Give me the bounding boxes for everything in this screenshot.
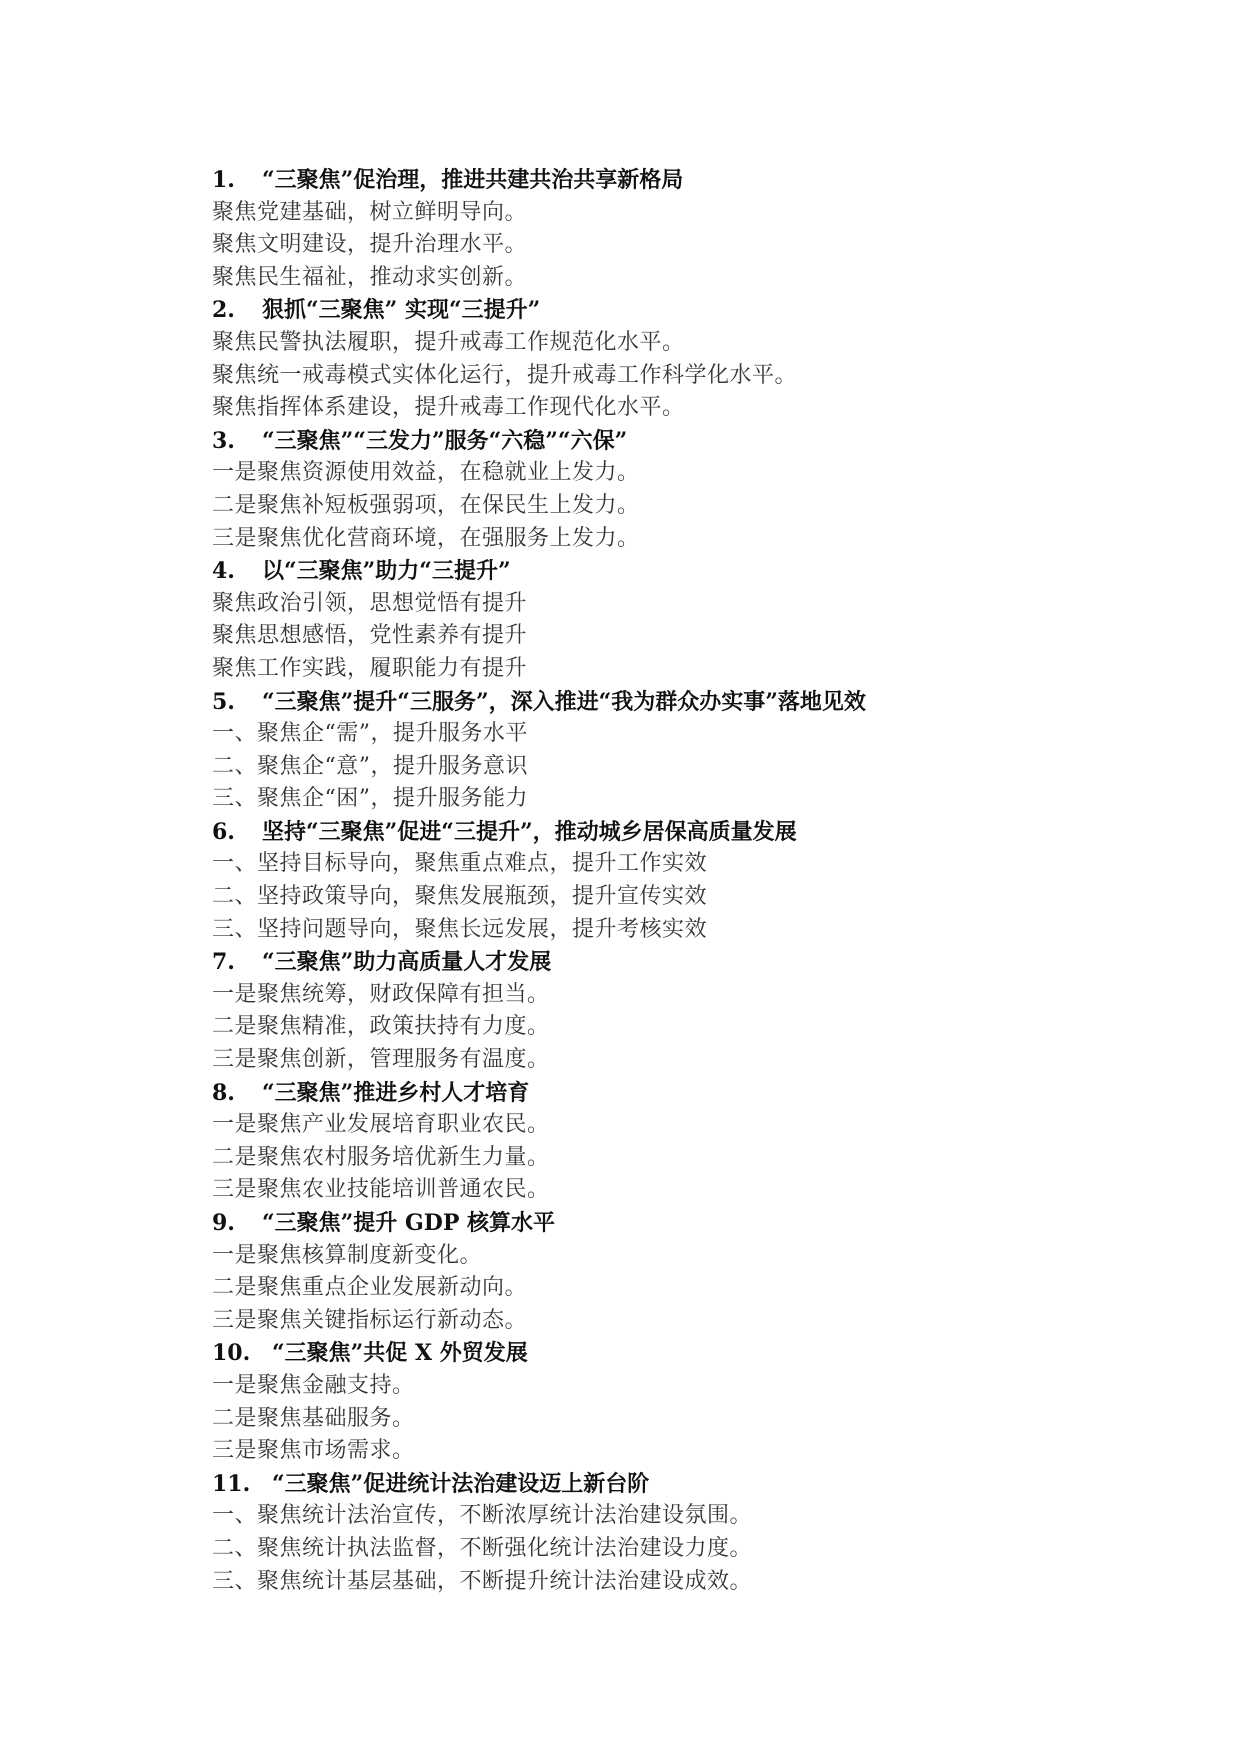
section-item: 聚焦工作实践，履职能力有提升 [212,655,528,681]
section-heading [212,946,1092,979]
section-item: 聚焦文明建设，提升治理水平。 [212,232,528,258]
section-number: 5. [212,688,235,715]
section-heading [212,294,1092,327]
section-item: 二是聚焦基础服务。 [212,1405,415,1431]
section-item: 一、聚焦统计法治宣传，不断浓厚统计法治建设氛围。 [212,1503,753,1529]
section-item: 二、坚持政策导向，聚焦发展瓶颈，提升宣传实效 [212,884,708,910]
section-item: 一是聚焦核算制度新变化。 [212,1242,483,1268]
section-heading [212,1337,1092,1370]
section-item: 一、坚持目标导向，聚焦重点难点，提升工作实效 [212,851,708,877]
section-item: 二是聚焦重点企业发展新动向。 [212,1275,528,1301]
section-title: 坚持“三聚焦”促进“三提升”，推动城乡居保高质量发展 [262,818,797,845]
section-number: 9. [212,1210,235,1236]
section-number: 6. [212,818,235,845]
section-number: 1. [212,167,235,193]
section-heading [212,164,1092,197]
section-heading [212,1077,1092,1110]
section-item: 一是聚焦产业发展培育职业农民。 [212,1112,550,1138]
section-heading [212,425,1092,458]
section-item: 三、聚焦企“困”，提升服务能力 [212,786,528,812]
section-title: “三聚焦”促治理，推进共建共治共享新格局 [262,167,684,193]
section-item: 二是聚焦补短板强弱项，在保民生上发力。 [212,492,640,518]
section-item: 三是聚焦创新，管理服务有温度。 [212,1047,550,1073]
section-item: 三是聚焦农业技能培训普通农民。 [212,1177,550,1203]
section-item: 一是聚焦资源使用效益，在稳就业上发力。 [212,460,640,486]
section-number: 8. [212,1079,235,1106]
section-item: 三、坚持问题导向，聚焦长远发展，提升考核实效 [212,916,708,942]
section-heading [212,816,1092,849]
section-title: 以“三聚焦”助力“三提升” [262,558,511,585]
section-title: “三聚焦”推进乡村人才培育 [262,1079,530,1106]
section-item: 聚焦指挥体系建设，提升戒毒工作现代化水平。 [212,395,685,421]
section-item: 三、聚焦统计基层基础，不断提升统计法治建设成效。 [212,1568,753,1594]
section-number: 4. [212,558,235,585]
section-heading [212,1468,1092,1501]
section-item: 聚焦党建基础，树立鲜明导向。 [212,199,528,225]
section-title: “三聚焦”“三发力”服务“六稳”“六保” [262,427,628,454]
section-item: 聚焦思想感悟，党性素养有提升 [212,623,528,649]
section-item: 聚焦政治引领，思想觉悟有提升 [212,590,528,616]
section-item: 三是聚焦优化营商环境，在强服务上发力。 [212,525,640,551]
section-number: 2. [212,297,235,324]
section-item: 聚焦统一戒毒模式实体化运行，提升戒毒工作科学化水平。 [212,362,798,388]
section-item: 二是聚焦农村服务培优新生力量。 [212,1144,550,1170]
section-heading [212,1207,1092,1240]
section-item: 一是聚焦金融支持。 [212,1372,415,1398]
section-title: “三聚焦”助力高质量人才发展 [262,949,552,976]
section-number: 10. [212,1340,251,1367]
section-heading [212,686,1092,719]
section-heading [212,555,1092,588]
section-title: 狠抓“三聚焦” 实现“三提升” [262,297,541,324]
section-item: 聚焦民警执法履职，提升戒毒工作规范化水平。 [212,329,685,355]
section-item: 二是聚焦精准，政策扶持有力度。 [212,1014,550,1040]
section-number: 11. [212,1470,251,1497]
section-item: 二、聚焦统计执法监督，不断强化统计法治建设力度。 [212,1535,753,1561]
section-item: 一是聚焦统筹，财政保障有担当。 [212,981,550,1007]
section-item: 三是聚焦市场需求。 [212,1438,415,1464]
section-item: 二、聚焦企“意”，提升服务意识 [212,753,528,779]
section-title: “三聚焦”提升“三服务”，深入推进“我为群众办实事”落地见效 [262,688,866,715]
document-page [212,164,1092,1598]
section-title: “三聚焦”促进统计法治建设迈上新台阶 [272,1470,650,1497]
section-item: 一、聚焦企“需”，提升服务水平 [212,721,528,747]
section-title: “三聚焦”提升 GDP 核算水平 [262,1210,556,1236]
section-item: 三是聚焦关键指标运行新动态。 [212,1307,528,1333]
section-item: 聚焦民生福祉，推动求实创新。 [212,264,528,290]
section-number: 3. [212,427,235,454]
section-title: “三聚焦”共促 X 外贸发展 [272,1340,528,1367]
section-number: 7. [212,949,235,976]
